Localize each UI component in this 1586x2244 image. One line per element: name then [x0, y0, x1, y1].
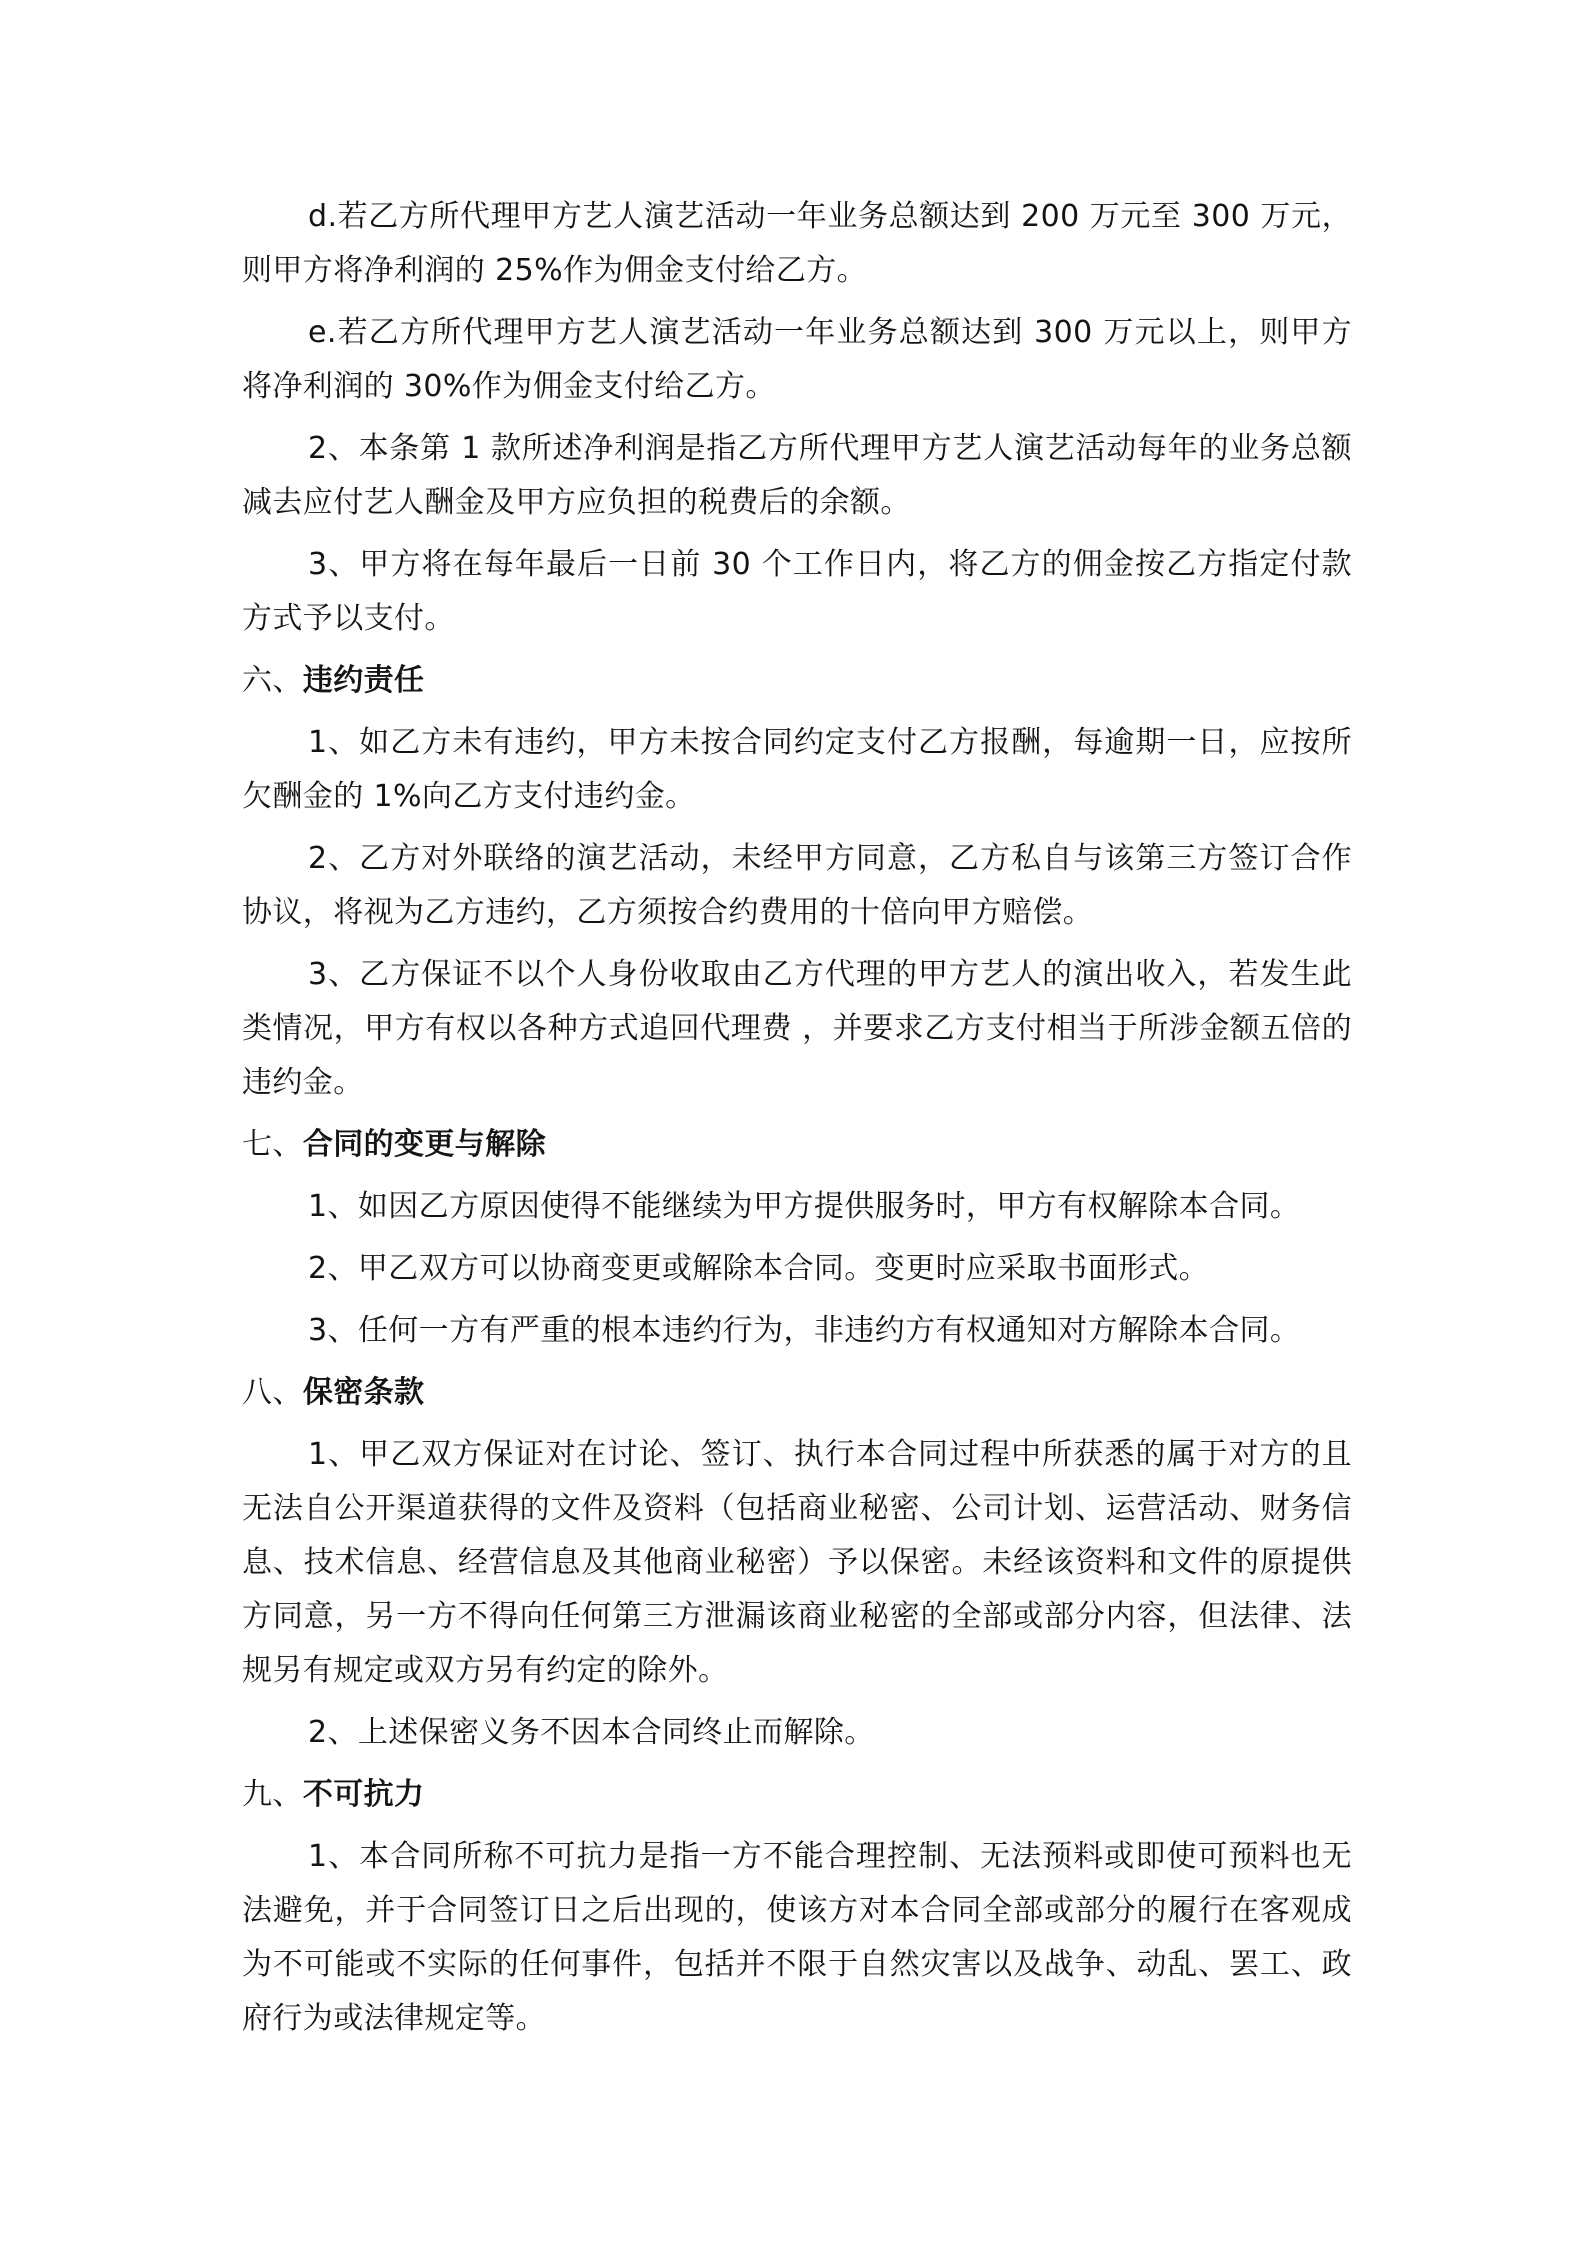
clause-commission-e: e.若乙方所代理甲方艺人演艺活动一年业务总额达到 300 万元以上，则甲方将净利润的 30%作为佣金支付给乙方。: [242, 315, 1352, 404]
section-heading-liability: [242, 654, 1352, 708]
section-title: 合同的变更与解除: [302, 1127, 547, 1162]
section-title: 违约责任: [302, 663, 425, 698]
section-number: 七、: [242, 1127, 303, 1162]
section-number: 八、: [242, 1375, 303, 1410]
clause-force-majeure-1: 1、本合同所称不可抗力是指一方不能合理控制、无法预料或即使可预料也无法避免，并于合同签订日之后出现的，使该方对本合同全部或部分的履行在客观成为不可能或不实际的任何事件，包括并不限于自然灾害以及战争、动乱、罢工、政府行为或法律规定等。: [242, 1839, 1352, 2036]
section-number: 九、: [242, 1777, 303, 1812]
section-title: 保密条款: [302, 1375, 425, 1410]
clause-termination-2: 2、甲乙双方可以协商变更或解除本合同。变更时应采取书面形式。: [308, 1251, 1210, 1286]
clause-confidentiality-1: 1、甲乙双方保证对在讨论、签订、执行本合同过程中所获悉的属于对方的且无法自公开渠道获得的文件及资料（包括商业秘密、公司计划、运营活动、财务信息、技术信息、经营信息及其他商业秘密）予以保密。未经该资料和文件的原提供方同意，另一方不得向任何第三方泄漏该商业秘密的全部或部分内容，但法律、法规另有规定或双方另有约定的除外。: [242, 1437, 1352, 1688]
section-heading-termination: [242, 1118, 1352, 1172]
contract-body: [242, 190, 1352, 2054]
clause-liability-2: 2、乙方对外联络的演艺活动，未经甲方同意，乙方私自与该第三方签订合作协议，将视为乙方违约，乙方须按合约费用的十倍向甲方赔偿。: [242, 841, 1352, 930]
clause-confidentiality-2: 2、上述保密义务不因本合同终止而解除。: [308, 1715, 875, 1750]
section-title: 不可抗力: [302, 1777, 425, 1812]
clause-commission-d: d.若乙方所代理甲方艺人演艺活动一年业务总额达到 200 万元至 300 万元，则甲方将净利润的 25%作为佣金支付给乙方。: [242, 199, 1352, 288]
section-number: 六、: [242, 663, 303, 698]
clause-payment-timing: 3、甲方将在每年最后一日前 30 个工作日内，将乙方的佣金按乙方指定付款方式予以支付。: [242, 547, 1352, 636]
clause-liability-3: 3、乙方保证不以个人身份收取由乙方代理的甲方艺人的演出收入，若发生此类情况，甲方有权以各种方式追回代理费 ，并要求乙方支付相当于所涉金额五倍的违约金。: [242, 957, 1352, 1100]
section-heading-confidentiality: [242, 1366, 1352, 1420]
clause-liability-1: 1、如乙方未有违约，甲方未按合同约定支付乙方报酬，每逾期一日，应按所欠酬金的 1%向乙方支付违约金。: [242, 725, 1352, 814]
clause-termination-3: 3、任何一方有严重的根本违约行为，非违约方有权通知对方解除本合同。: [308, 1313, 1301, 1348]
clause-net-profit-definition: 2、本条第 1 款所述净利润是指乙方所代理甲方艺人演艺活动每年的业务总额减去应付艺人酬金及甲方应负担的税费后的余额。: [242, 431, 1352, 520]
section-heading-force-majeure: [242, 1768, 1352, 1822]
clause-termination-1: 1、如因乙方原因使得不能继续为甲方提供服务时，甲方有权解除本合同。: [308, 1189, 1301, 1224]
